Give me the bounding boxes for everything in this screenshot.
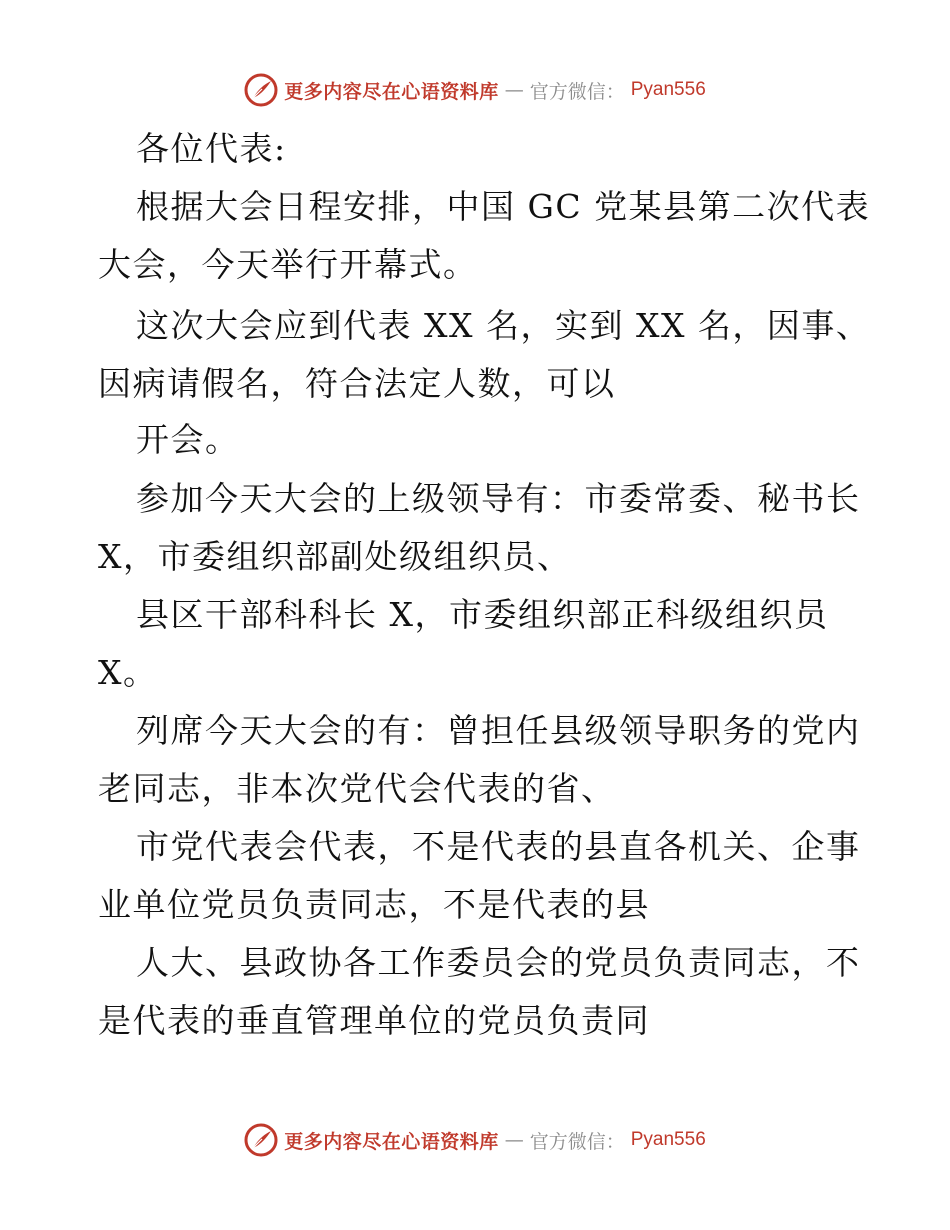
doc-line-15: 人大、县政协各工作委员会的党员负责同志，不 <box>136 943 861 982</box>
banner-wechat-id: Pyan556 <box>630 79 706 100</box>
doc-line-13: 市党代表会代表，不是代表的县直各机关、企事 <box>136 827 861 866</box>
doc-line-3: 大会，今天举行开幕式。 <box>98 245 478 284</box>
doc-line-7: 参加今天大会的上级领导有：市委常委、秘书长 <box>136 479 861 518</box>
footer-banner-text: 更多内容尽在心语资料库 <box>284 1130 499 1153</box>
doc-line-1: 各位代表: <box>136 129 287 168</box>
feather-quill-logo-icon <box>244 1123 278 1157</box>
footer-banner-separator: — <box>504 1129 524 1151</box>
doc-line-4: 这次大会应到代表 XX 名，实到 XX 名，因事、 <box>136 306 871 345</box>
doc-line-11: 列席今天大会的有：曾担任县级领导职务的党内 <box>136 711 861 750</box>
doc-line-2: 根据大会日程安排，中国 GC 党某县第二次代表 <box>136 187 871 226</box>
banner-wechat-label: 官方微信： <box>529 80 625 103</box>
doc-line-5: 因病请假名，符合法定人数，可以 <box>98 364 616 403</box>
banner-separator: — <box>504 79 524 101</box>
doc-line-14: 业单位党员负责同志，不是代表的县 <box>98 885 650 924</box>
doc-line-6: 开会。 <box>136 420 240 459</box>
feather-quill-logo-icon <box>244 73 278 107</box>
footer-banner-wechat-id: Pyan556 <box>630 1129 706 1150</box>
footer-banner-wechat-label: 官方微信： <box>529 1130 625 1153</box>
header-banner <box>0 70 950 110</box>
doc-line-16: 是代表的垂直管理单位的党员负责同 <box>98 1001 650 1040</box>
doc-line-10: X。 <box>98 653 158 692</box>
footer-banner <box>0 1120 950 1160</box>
doc-line-9: 县区干部科科长 X，市委组织部正科级组织员 <box>136 595 829 634</box>
doc-line-12: 老同志，非本次党代会代表的省、 <box>98 769 616 808</box>
doc-line-8: X，市委组织部副处级组织员、 <box>98 537 572 576</box>
banner-text: 更多内容尽在心语资料库 <box>284 80 499 103</box>
